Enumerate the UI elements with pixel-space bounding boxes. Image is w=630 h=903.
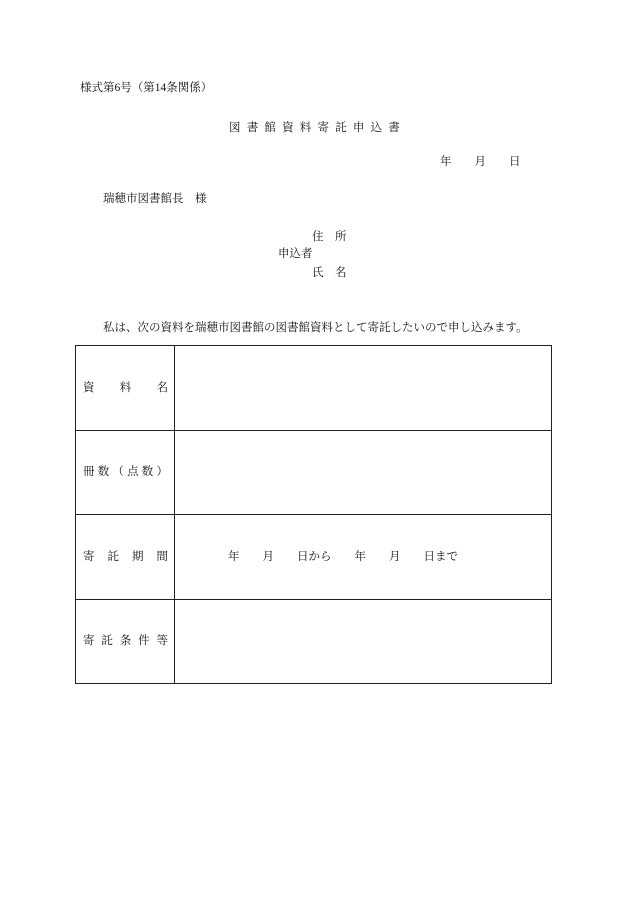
- table-row-deposit-conditions: [76, 599, 551, 684]
- label-char: 間: [156, 550, 168, 563]
- label-cell: [76, 346, 175, 430]
- label-char: （: [112, 466, 124, 479]
- label-char: ）: [156, 466, 168, 479]
- value-cell-deposit-conditions: [175, 600, 551, 684]
- label-char: 名: [156, 381, 168, 394]
- row-label-deposit-conditions: [83, 634, 168, 648]
- label-cell: [76, 600, 175, 684]
- value-cell-material-name: [175, 346, 551, 430]
- table-row-material-name: [76, 346, 551, 430]
- material-table: [75, 345, 552, 684]
- label-char: 期: [132, 550, 144, 563]
- label-cell: [76, 515, 175, 599]
- value-cell-quantity: [175, 431, 551, 515]
- deposit-period-text: 年 月 日から 年 月 日まで: [228, 550, 458, 563]
- label-char: 点: [127, 466, 139, 479]
- label-char: 託: [107, 550, 119, 563]
- label-char: 条: [119, 635, 132, 648]
- form-number: 様式第6号（第14条関係）: [80, 82, 213, 94]
- date-line: 年 月 日: [440, 156, 521, 168]
- table-row-quantity: [76, 430, 551, 515]
- row-label-material-name: [83, 381, 168, 395]
- label-char: 数: [141, 466, 154, 479]
- label-char: 等: [156, 635, 168, 648]
- value-cell-deposit-period: [175, 515, 551, 599]
- label-char: 件: [138, 635, 150, 648]
- table-row-deposit-period: [76, 514, 551, 599]
- row-label-deposit-period: [83, 550, 168, 564]
- label-cell: [76, 431, 175, 515]
- applicant-address-label: 住 所: [312, 231, 347, 243]
- form-title: 図書館資料寄託申込書: [229, 122, 406, 134]
- statement-text: 私は、次の資料を瑞穂市図書館の図書館資料として寄託したいので申し込みます。: [103, 322, 528, 334]
- row-label-quantity: [83, 465, 168, 479]
- label-char: 託: [101, 635, 113, 648]
- label-char: 数: [97, 466, 110, 479]
- applicant-label: 申込者: [278, 248, 313, 260]
- label-char: 料: [119, 381, 132, 394]
- addressee: 瑞穂市図書館長 様: [103, 193, 207, 205]
- label-char: 冊: [83, 466, 95, 479]
- label-char: 寄: [83, 635, 95, 648]
- label-char: 寄: [83, 550, 95, 563]
- applicant-name-label: 氏 名: [312, 267, 347, 279]
- label-char: 資: [83, 381, 95, 394]
